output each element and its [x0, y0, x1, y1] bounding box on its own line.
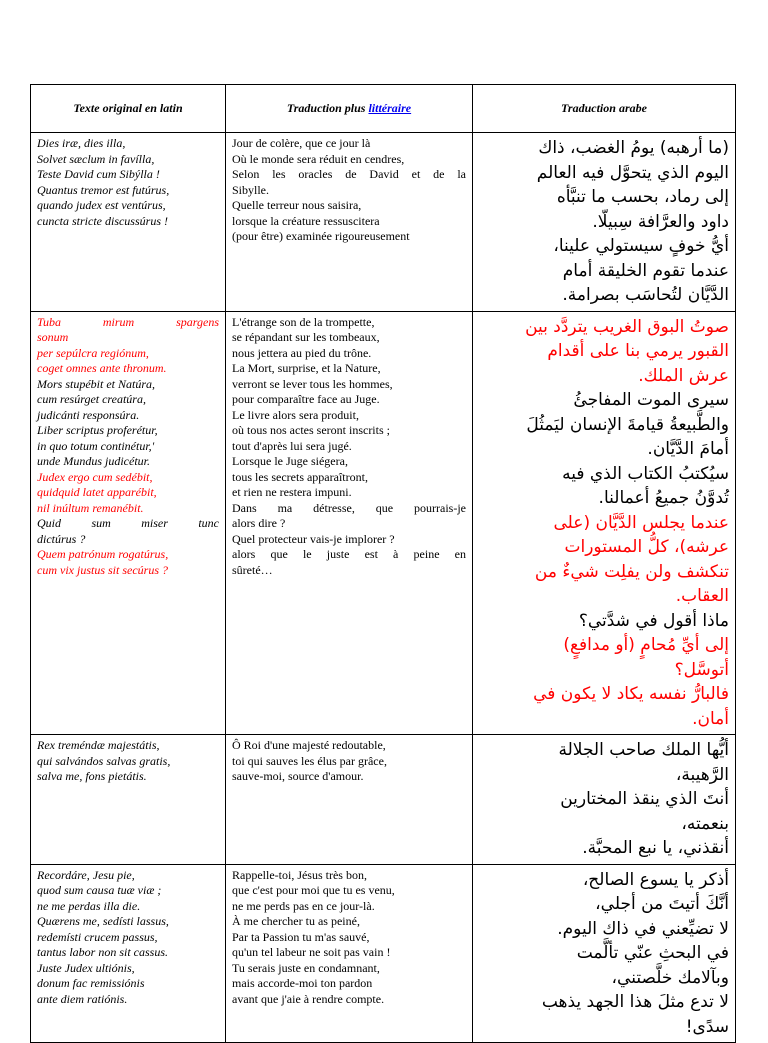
- arabic-line: عندما يجلس الدَّيَّان (على: [553, 512, 729, 533]
- french-line: Quel protecteur vais-je implorer ?: [232, 531, 395, 546]
- french-line: ne me perds pas en ce jour-là.: [232, 898, 375, 913]
- french-line: alors dire ?: [232, 516, 286, 530]
- french-line: Jour de colère, que ce jour là: [232, 136, 371, 150]
- french-line: Tu serais juste en condamnant,: [232, 960, 380, 975]
- french-cell: [226, 735, 473, 865]
- translation-table: [30, 84, 736, 1043]
- arabic-line: وبآلامك خلَّصتني،: [611, 967, 729, 988]
- table-row: [31, 133, 736, 312]
- latin-line: ante diem ratiónis.: [37, 991, 128, 1006]
- latin-line: Teste David cum Sibýlla !: [37, 167, 160, 181]
- latin-line: Judex ergo cum sedébit,: [37, 469, 153, 484]
- arabic-line: سيرى الموت المفاجئُ: [573, 390, 729, 410]
- header-latin: [31, 85, 226, 133]
- header-latin-label: Texte original en latin: [73, 101, 183, 115]
- french-line: tout d'après lui sera jugé.: [232, 438, 352, 453]
- latin-line: Rex treméndæ majestátis,: [37, 738, 160, 752]
- table-row: [31, 311, 736, 735]
- arabic-line: (ما أرهبه) يومُ الغضب، ذاك: [538, 138, 729, 158]
- arabic-line: أمامَ الدَّيَّان.: [647, 439, 729, 459]
- french-line: sauve-moi, source d'amour.: [232, 769, 364, 783]
- arabic-line: سيُكتبُ الكتاب الذي فيه: [562, 463, 729, 484]
- latin-cell: [31, 735, 226, 865]
- french-line: sûreté…: [232, 562, 273, 577]
- arabic-line: أنقذني، يا نبع المحبَّة.: [582, 838, 729, 858]
- arabic-line: إلى رماد، بحسب ما تنبَّأه: [556, 187, 729, 207]
- latin-cell: [31, 311, 226, 735]
- latin-line: quando judex est ventúrus,: [37, 198, 166, 212]
- latin-line: tantus labor non sit cassus.: [37, 945, 169, 959]
- latin-cell: [31, 864, 226, 1043]
- arabic-line: العقاب.: [675, 586, 729, 606]
- latin-line: judicánti responsúra.: [37, 407, 140, 422]
- french-cell: [226, 864, 473, 1043]
- arabic-line: تُدوَّنُ جميعُ أعمالنا.: [598, 488, 729, 508]
- latin-line: Mors stupébit et Natúra,: [37, 376, 156, 391]
- latin-line: coget omnes ante thronum.: [37, 361, 167, 375]
- arabic-line: أتوسَّل؟: [674, 659, 729, 680]
- french-line: Le livre alors sera produit,: [232, 407, 359, 422]
- header-french: [226, 85, 473, 133]
- latin-line: Liber scriptus proferétur,: [37, 423, 158, 437]
- arabic-line: صوتُ البوق الغريب يتردَّد بين: [525, 316, 729, 337]
- french-line: qu'un tel labeur ne soit pas vain !: [232, 945, 391, 959]
- french-line: se répandant sur les tombeaux,: [232, 330, 380, 344]
- french-cell: [226, 311, 473, 735]
- arabic-line: أيُّ خوفٍ سيستولي علينا،: [553, 236, 729, 256]
- latin-line: Tuba mirum spargens: [37, 314, 219, 329]
- arabic-line: لا تضيِّعني في ذاك اليوم.: [557, 918, 729, 939]
- arabic-line: الدَّيَّان لتُحاسَب بصرامة.: [562, 285, 729, 305]
- latin-line: salva me, fons pietátis.: [37, 769, 147, 783]
- latin-line: Quantus tremor est futúrus,: [37, 182, 170, 197]
- header-arabic: [473, 85, 736, 133]
- french-cell: [226, 133, 473, 312]
- arabic-line: عرشه)، كلُّ المستورات: [564, 537, 729, 557]
- latin-line: qui salvándos salvas gratis,: [37, 753, 171, 768]
- latin-line: Quem patrónum rogatúrus,: [37, 547, 169, 561]
- french-line: tous les secrets apparaîtront,: [232, 469, 368, 484]
- french-line: que c'est pour moi que tu es venu,: [232, 883, 395, 897]
- french-line: mais accorde-moi ton pardon: [232, 976, 373, 990]
- french-line: (pour être) examinée rigoureusement: [232, 229, 410, 243]
- header-french-label: Traduction plus: [286, 101, 369, 115]
- latin-line: dictúrus ?: [37, 531, 86, 546]
- arabic-line: لا تدع مثلَ هذا الجهد يذهب: [541, 992, 729, 1012]
- french-line: Sibylle.: [232, 182, 270, 197]
- french-line: toi qui sauves les élus par grâce,: [232, 753, 387, 768]
- latin-line: sonum: [37, 330, 69, 344]
- latin-line: Dies iræ, dies illa,: [37, 136, 126, 150]
- latin-line: quidquid latet apparébit,: [37, 485, 157, 499]
- french-line: nous jettera au pied du trône.: [232, 345, 372, 360]
- arabic-cell: [473, 864, 736, 1043]
- french-line: Lorsque le Juge siégera,: [232, 454, 348, 468]
- arabic-line: أيُّها الملك صاحب الجلالة: [558, 740, 729, 760]
- arabic-line: والطَّبيعةُ قيامةَ الإنسان ليَمثُلَ: [526, 414, 729, 435]
- litteraire-link[interactable]: littéraire: [368, 101, 412, 115]
- arabic-line: عندما تقوم الخليقة أمام: [562, 260, 729, 281]
- latin-line: Quid sum miser tunc: [37, 516, 219, 530]
- arabic-line: اليوم الذي يتحوَّل فيه العالم: [536, 162, 729, 183]
- arabic-line: عرش الملك.: [638, 365, 729, 386]
- french-line: Où le monde sera réduit en cendres,: [232, 151, 405, 166]
- french-line: avant que j'aie à rendre compte.: [232, 991, 385, 1006]
- arabic-line: داود والعرَّافة سِبيلّا.: [592, 211, 729, 232]
- latin-line: cuncta stricte discussúrus !: [37, 213, 168, 228]
- french-line: Rappelle-toi, Jésus très bon,: [232, 867, 367, 882]
- french-line: La Mort, surprise, et la Nature,: [232, 361, 381, 375]
- french-line: Selon les oracles de David et de la: [232, 167, 466, 181]
- latin-line: Quærens me, sedísti lassus,: [37, 914, 169, 928]
- french-line: alors que le juste est à peine en: [232, 547, 466, 561]
- french-line: pour comparaître face au Juge.: [232, 392, 380, 406]
- latin-line: quod sum causa tuæ viæ ;: [37, 883, 162, 897]
- latin-line: per sepúlcra regiónum,: [37, 345, 149, 360]
- french-line: verront se lever tous les hommes,: [232, 376, 393, 391]
- latin-line: Recordáre, Jesu pie,: [37, 867, 135, 882]
- table-row: [31, 735, 736, 865]
- french-line: Par ta Passion tu m'as sauvé,: [232, 929, 370, 944]
- latin-line: unde Mundus judicétur.: [37, 454, 150, 468]
- arabic-line: أنتَ الذي ينقذ المختارين: [560, 789, 729, 809]
- header-row: [31, 85, 736, 133]
- arabic-line: أنَّكَ أتيتَ من أجلي،: [595, 894, 729, 914]
- latin-line: Juste Judex ultiónis,: [37, 960, 135, 975]
- french-line: L'étrange son de la trompette,: [232, 314, 375, 329]
- arabic-line: فالبارُّ نفسه يكاد لا يكون في: [533, 684, 729, 704]
- french-line: où tous nos actes seront inscrits ;: [232, 423, 390, 437]
- arabic-cell: [473, 735, 736, 865]
- arabic-line: تنكشف ولن يفلِت شيءٌ من: [534, 561, 729, 582]
- latin-line: cum vix justus sit secúrus ?: [37, 562, 168, 577]
- french-line: et rien ne restera impuni.: [232, 485, 352, 499]
- french-line: À me chercher tu as peiné,: [232, 914, 360, 928]
- french-line: Quelle terreur nous saisira,: [232, 198, 362, 212]
- arabic-line: إلى أيِّ مُحامٍ (أو مدافعٍ): [563, 635, 729, 655]
- latin-line: nil inúltum remanébit.: [37, 500, 144, 515]
- latin-line: Solvet sæclum in favílla,: [37, 151, 155, 166]
- latin-line: donum fac remissiónis: [37, 976, 145, 990]
- french-line: Dans ma détresse, que pourrais-je: [232, 500, 466, 515]
- arabic-line: سدًى!: [685, 1016, 729, 1037]
- header-arabic-label: Traduction arabe: [561, 101, 647, 115]
- table-row: [31, 864, 736, 1043]
- arabic-line: بنعمته،: [681, 813, 729, 834]
- arabic-line: ماذا أقول في شدَّتي؟: [578, 610, 729, 631]
- arabic-cell: [473, 133, 736, 312]
- french-line: lorsque la créature ressuscitera: [232, 213, 380, 228]
- arabic-cell: [473, 311, 736, 735]
- latin-cell: [31, 133, 226, 312]
- latin-line: ne me perdas illa die.: [37, 898, 141, 913]
- arabic-line: أمان.: [692, 708, 729, 729]
- arabic-line: في البحثِ عنّي تألَّمت: [576, 943, 729, 963]
- arabic-line: أذكر يا يسوع الصالح،: [582, 869, 729, 890]
- latin-line: redemísti crucem passus,: [37, 929, 158, 944]
- french-line: Ô Roi d'une majesté redoutable,: [232, 738, 386, 752]
- latin-line: in quo totum continétur,': [37, 438, 155, 453]
- arabic-line: الرَّهيبة،: [675, 764, 729, 785]
- latin-line: cum resúrget creatúra,: [37, 392, 146, 406]
- arabic-line: القبور يرمي بنا على أقدام: [547, 341, 729, 361]
